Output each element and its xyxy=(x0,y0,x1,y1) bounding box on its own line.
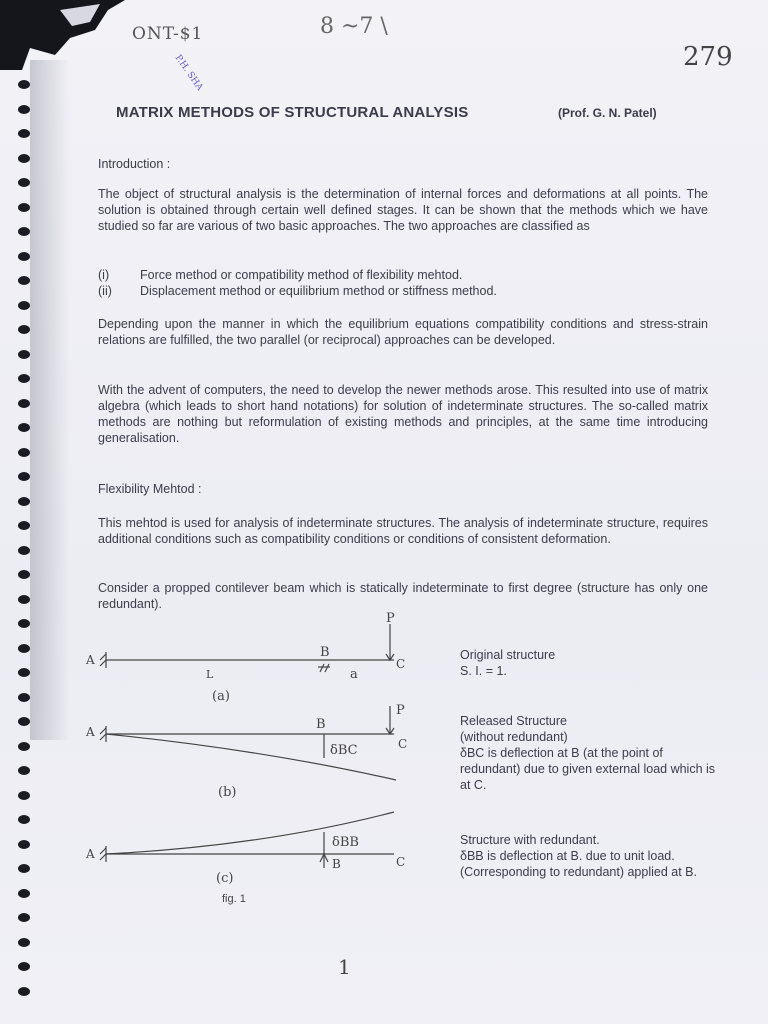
desc-heading: Released Structure xyxy=(460,714,568,728)
binding-hole xyxy=(18,913,30,922)
document-title: MATRIX METHODS OF STRUCTURAL ANALYSIS xyxy=(116,104,469,121)
binding-hole xyxy=(18,252,30,261)
label-a-2: A xyxy=(86,725,95,739)
binding-hole xyxy=(18,350,30,359)
list-text: Force method or compatibility method of flexibility mehtod. xyxy=(140,268,463,282)
binding-hole xyxy=(18,766,30,775)
intro-paragraph-3: With the advent of computers, the need to develop the newer methods arose. This resulted into use of matrix algebra (which leads to short hand notations) for solution of indeterminate structures. The so-called matrix methods are nothing but reformulation of existing methods and principles, at the same time introducing generalisation. xyxy=(98,383,708,445)
desc-heading: Structure with redundant. xyxy=(460,833,600,847)
intro-heading: Introduction : xyxy=(98,157,171,171)
binding-hole xyxy=(18,987,30,996)
binding-hole xyxy=(18,227,30,236)
label-b-3: B xyxy=(332,857,341,871)
flexibility-heading: Flexibility Mehtod : xyxy=(98,482,202,496)
binding-hole xyxy=(18,154,30,163)
binding-holes xyxy=(18,80,42,1010)
binding-hole xyxy=(18,668,30,677)
redundant-structure-desc xyxy=(460,832,720,880)
case-b-label: (b) xyxy=(218,785,237,800)
binding-hole xyxy=(18,129,30,138)
handwritten-number: 279 xyxy=(683,42,733,72)
binding-hole xyxy=(18,325,30,334)
desc-text: δBB is deflection at B. due to unit load. (Corresponding to redundant) applied at B. xyxy=(460,849,697,879)
binding-hole xyxy=(18,962,30,971)
flexibility-paragraph-1: This mehtod is used for analysis of indeterminate structures. The analysis of indeterminate structure, requires additional conditions such as compatibility conditions or conditions of consistent deformation. xyxy=(98,516,708,546)
binding-hole xyxy=(18,791,30,800)
beam-figure xyxy=(84,610,424,920)
binding-hole xyxy=(18,570,30,579)
label-p-1: P xyxy=(386,611,395,626)
binding-hole xyxy=(18,276,30,285)
binding-hole xyxy=(18,840,30,849)
binding-hole xyxy=(18,497,30,506)
binding-hole xyxy=(18,301,30,310)
original-structure-desc xyxy=(460,647,720,679)
binding-hole xyxy=(18,938,30,947)
label-b-2: B xyxy=(316,717,326,732)
binding-hole xyxy=(18,864,30,873)
intro-paragraph-2: Depending upon the manner in which the equilibrium equations compatibility conditions and stress-strain relations are fulfilled, the two parallel (or reciprocal) approaches can be developed. xyxy=(98,317,708,347)
binding-hole xyxy=(18,472,30,481)
label-delta-bb: δBB xyxy=(332,835,359,850)
binding-hole xyxy=(18,889,30,898)
label-p-2: P xyxy=(396,703,405,718)
label-c-2: C xyxy=(398,737,408,751)
binding-hole xyxy=(18,178,30,187)
list-number: (i) xyxy=(98,268,110,282)
binding-hole xyxy=(18,619,30,628)
binding-hole xyxy=(18,693,30,702)
binding-hole xyxy=(18,423,30,432)
binding-hole xyxy=(18,546,30,555)
binding-hole xyxy=(18,374,30,383)
handwritten-marks: 8 ~7 \ xyxy=(320,14,388,39)
methods-list xyxy=(98,267,497,299)
flexibility-paragraph-2: Consider a propped contilever beam which is statically indeterminate to first degree (structure has only one redundant). xyxy=(98,581,708,611)
intro-paragraph-1: The object of structural analysis is the determination of internal forces and deformations at all points. The solution is obtained through certain well defined stages. It can be shown that the methods which we have studied so far are various of two basic approaches. The two approaches are classified as xyxy=(98,187,708,233)
binding-hole xyxy=(18,595,30,604)
desc-text: δBC is deflection at B (at the point of redundant) due to given external load which is at C. xyxy=(460,746,716,792)
binding-hole xyxy=(18,448,30,457)
binding-hole xyxy=(18,203,30,212)
list-item xyxy=(98,283,497,299)
binding-hole xyxy=(18,399,30,408)
binding-hole xyxy=(18,105,30,114)
desc-text: S. I. = 1. xyxy=(460,664,507,678)
figure-caption: fig. 1 xyxy=(222,893,246,905)
label-b-1: B xyxy=(320,645,330,660)
label-c-3: C xyxy=(396,855,406,869)
label-l: L xyxy=(206,668,214,681)
list-item xyxy=(98,267,497,283)
handwritten-code: ONT-$1 xyxy=(132,24,204,44)
list-number: (ii) xyxy=(98,284,112,298)
case-c-label: (c) xyxy=(216,871,234,886)
beam-diagrams xyxy=(84,610,424,920)
label-a-3: A xyxy=(86,847,95,861)
binding-hole xyxy=(18,742,30,751)
label-delta-bc: δBC xyxy=(330,743,358,758)
page-number: 1 xyxy=(338,955,351,979)
binding-hole xyxy=(18,815,30,824)
stamp-text: P.H. SHA xyxy=(172,53,205,93)
label-small-a: a xyxy=(350,667,358,682)
binding-hole xyxy=(18,717,30,726)
binding-hole xyxy=(18,644,30,653)
label-c-1: C xyxy=(396,657,406,671)
released-structure-desc xyxy=(460,713,720,793)
list-text: Displacement method or equilibrium method or stiffness method. xyxy=(140,284,497,298)
author: (Prof. G. N. Patel) xyxy=(558,106,657,120)
case-a-label: (a) xyxy=(212,689,230,704)
binding-hole xyxy=(18,521,30,530)
label-a-1: A xyxy=(86,653,95,667)
desc-heading: Original structure xyxy=(460,648,556,662)
binding-hole xyxy=(18,80,30,89)
desc-subheading: (without redundant) xyxy=(460,730,568,744)
